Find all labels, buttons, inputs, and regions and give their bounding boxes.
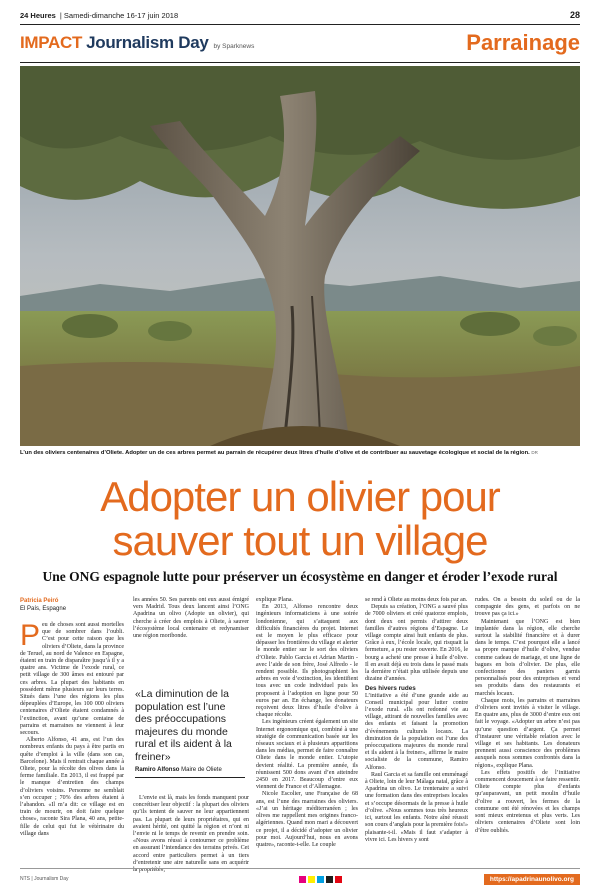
- footer-rule: [20, 868, 580, 869]
- section-subhead: Des hivers rudes: [365, 685, 416, 693]
- section-banner: [20, 28, 580, 58]
- page-number: 28: [569, 10, 580, 20]
- paragraph: Maintenant que l’ONG est bien implantée dans la région, elle cherche surtout la stabilité financière et à durer dans le temps. C’est pourquoi elle a lancé sa propre marque d’huile d’olive, vendue comme cadeau de mariage, et une ligne de bagues en bois d’olivier. De plus, elle confectionne des paniers garnis personnalisés pour des entreprises et vend ses produits dans des restaurants et marchés locaux.: [475, 618, 580, 697]
- pull-quote-text: «La diminution de la population est l’une des préoccupations majeures du monde rural et ils aident à la freiner»: [135, 688, 232, 763]
- paragraph: Chaque mois, les parrains et marraines d’oliviers sont invités à visiter le village. En quatre ans, plus de 3000 d’entre eux ont fait le voyage. «Adopter un arbre n’est pas qu’une question d’argent. Ça permet d’instaurer une véritable relation avec le village et ses habitants. Les donateurs prennent aussi conscience des problèmes auxquels nous sommes confrontés dans la région», explique Plana.: [475, 697, 580, 769]
- paragraph: explique Plana.: [256, 597, 293, 603]
- paragraph: L’envie est là, mais les fonds manquent pour concrétiser leur objectif : la plupart des oliviers qu’ils tentent de sauver ne leur appartiennent pas. La plupart de leurs propriétaires, qui en avaient hérité, ont quitté la région et n’ont ni l’envie ni le temps de revenir en prendre soin. «Nous avons réussi à contourner ce problème en assurant l’intendance des terrains privés. Cet accord entre particuliers permet à un tiers d’entretenir une aire naturelle sans en acquérir la propriété»,: [133, 795, 249, 874]
- ngo-website-link[interactable]: https://apadrinaunolivo.org: [484, 874, 580, 885]
- journalism-day-logo-text: Journalism Day: [86, 33, 209, 52]
- pull-quote-author: Ramiro Alfonso Maire de Oliete: [135, 767, 222, 773]
- top-rule: [20, 24, 580, 25]
- paragraph: L’initiative a été d’une grande aide au Conseil municipal pour lutter contre l’exode rural. «Ils ont redonné vie au village, attirant de nouvelles familles avec des enfants et faisant la promotion d’événements culturels locaux. La diminution de la population est l’une des préoccupations majeures du monde rural et ils aident à la freiner», affirme le maire socialiste de la commune, Ramiro Alfonso.: [365, 692, 468, 771]
- paragraph: Les ingénieurs créent également un site Internet ergonomique qui, combiné à une stratégie de communication basée sur les réseaux sociaux et à plusieurs apparitions dans les médias, permet de faire connaître Oliete dans le monde entier. L’utopie devient réalité. La première année, ils réunissent 500 dons avant d’en atteindre 2450 en 2017. Beaucoup d’entre eux viennent de France et d’Allemagne.: [256, 719, 358, 791]
- paragraph: les années 50. Ses parents ont eux aussi émigré vers Madrid. Tous deux lancent ainsi l’ONG Apadrina un olivo (Adopte un olivier), qui cherche à créer des emplois à Oliete, à sauver l’écosystème local centenaire et redynamiser une région moribonde.: [133, 597, 249, 640]
- paragraph: Les effets positifs de l’initiative commencent doucement à se faire ressentir. Oliete compte plus d’enfants qu’auparavant, un petit moulin d’huile d’olive a rouvert, les fermes de la commune ont été rénovées et les champs sont mieux entretenus et plus verts. Les oliviers centenaires d’Oliete sont loin d’être oubliés.: [475, 769, 580, 834]
- swatch-magenta: [299, 876, 306, 883]
- paragraph: Peu de choses sont aussi mortelles que de sombrer dans l’oubli. C’est pour cette raison que les oliviers d’Oliete, dans la province de Teruel, au nord de Valence en Espagne, étaient en train de disparaître jusqu’à il y a quatre ans. Victime de l’exode rural, ce petit village de 300 âmes est entouré par ces arbres. La plupart des habitants en possédent même plusieurs sur leurs terres. Situés dans l’une des régions les plus dépeuplées d’Europe, les 100 000 oliviers centenaires d’Oliete étaient condamnés à l’extinction, avant qu’une centaine de parrains et marraines ne viennent à leur secours.: [20, 619, 124, 737]
- paragraph: Depuis sa création, l’ONG a sauvé plus de 7000 oliviers et créé quatorze emplois, dont deux ont permis d’attirer deux familles d’autres régions d’Espagne. Le village compte ainsi huit enfants de plus. Grâce à eux, l’école locale, qui risquait la fermeture, a pu rester ouverte. En 2016, le bourg a acheté une presse à huile d’olive. Il en avait déjà eu trois dans le passé mais la dernière n’était plus utilisée depuis une dizaine d’années.: [365, 604, 468, 683]
- top-bar: [20, 8, 580, 22]
- author-outlet: El País, Espagne: [20, 606, 67, 612]
- publication-name: 24 Heures: [20, 10, 56, 20]
- banner-rule: [20, 62, 580, 63]
- paragraph: Raul Garcia et sa famille ont emménagé à Oliete, loin de leur Málaga natal, grâce à Apadrina un olivo. Le trentenaire a suivi une formation dans des entreprises locales et s’occupe désormais de la presse à huile d’olive. «Nous sommes tous très heureux ici, surtout les enfants. Notre aîné réussit son cours d’anglais pour la première fois!» plaisante-t-il. «Mais il faut s’adapter à vivre ici. Les hivers y sont: [365, 771, 468, 843]
- paragraph: En 2013, Alfonso rencontre deux ingénieurs informaticiens à une soirée londonienne, qui s’attaquent aux difficultés financières du projet. Internet est le moyen le plus efficace pour dépasser les frontières du village et alerter le monde entier sur le sort des oliviers d’Oliete. Pablo Garcia et Adrian Martin - avec l’aide de son frère, José Alfredo - le rendent possible. Ils photographient les arbres en voie d’extinction, les identifient tous avec un code individuel puis les proposent à l’adoption en ligne pour 50 euros par an. En échange, les donateurs reçoivent deux litres d’huile d’olive à chaque récolte.: [256, 604, 358, 719]
- paragraph: Nicole Escolier, une Française de 68 ans, est l’une des marraines des oliviers. «J’ai un héritage méditerranéen ; les olives me rappellent mes origines franco-algériennes. Quand mon mari a découvert ce projet, il a décidé d’adopter un olivier pour moi. Aujourd’hui, nous en avons quatre», raconte-t-elle. Le couple: [256, 791, 358, 848]
- headline-line-1: Adopter un olivier pour: [100, 473, 500, 520]
- swatch-red: [335, 876, 342, 883]
- byline: [20, 597, 100, 613]
- article-column-5: [475, 597, 580, 863]
- article-column-3: [256, 597, 358, 863]
- swatch-black: [326, 876, 333, 883]
- swatch-yellow: [308, 876, 315, 883]
- swatch-cyan: [317, 876, 324, 883]
- paragraph: Alberto Alfonso, 41 ans, est l’un des nombreux enfants du pays à être partis en quête d’emploi à la ville (dans son cas, Barcelone). Mais il rentrait chaque année à Oliete, pour la récolte des olives dans la ferme familiale. En 2013, il est frappé par le manque d’entretien des champs d’oliviers voisins. Personne ne semblait s’en occuper ; 70% des arbres étaient à l’abandon. «Il m’a dit: ce village est en train de mourir, on doit faire quelque chose», raconte Sira Plana, 40 ans, petite-fille de celui qui fut le vétérinaire du village dans: [20, 737, 124, 837]
- olive-tree-photo: [20, 66, 580, 446]
- article-column-4: [365, 597, 468, 863]
- page-footer: [20, 872, 580, 886]
- paragraph: rudes. On a besoin du soleil ou de la compagnie des gens, et parfois on ne trouve pas ça ici.»: [475, 597, 580, 618]
- caption-text: L’un des oliviers centenaires d’Oliete. Adopter un de ces arbres permet au parrain de récupérer deux litres d’huile d’olive et de contribuer au sauvetage écologique et social de la région.: [20, 450, 530, 456]
- article-column-2-top: [133, 597, 249, 685]
- footer-label: NTS | Journalism Day: [20, 876, 69, 882]
- article-headline: [20, 475, 580, 563]
- pull-quote: [135, 688, 245, 778]
- issue-date: | Samedi-dimanche 16-17 juin 2018: [59, 10, 179, 20]
- impact-logo-text: IMPACT: [20, 33, 83, 52]
- paragraph: se rend à Oliete au moins deux fois par an.: [365, 597, 468, 603]
- sparknews-credit: by Sparknews: [213, 42, 255, 50]
- drop-cap: P: [20, 619, 41, 652]
- pull-quote-rule: [135, 777, 245, 778]
- photo-caption: [20, 449, 580, 457]
- olive-tree-illustration: [20, 66, 580, 446]
- color-registration-swatches: [299, 876, 342, 883]
- headline-line-2: sauver tout un village: [112, 517, 488, 564]
- article-column-1: [20, 619, 124, 862]
- author-name: Patricia Peiró: [20, 598, 59, 604]
- article-subhead: Une ONG espagnole lutte pour préserver un écosystème en danger et éroder l’exode rural: [42, 569, 558, 584]
- section-title: Parrainage: [466, 30, 580, 55]
- photo-credit: DR: [531, 450, 538, 455]
- article-column-2-bottom: [133, 795, 249, 874]
